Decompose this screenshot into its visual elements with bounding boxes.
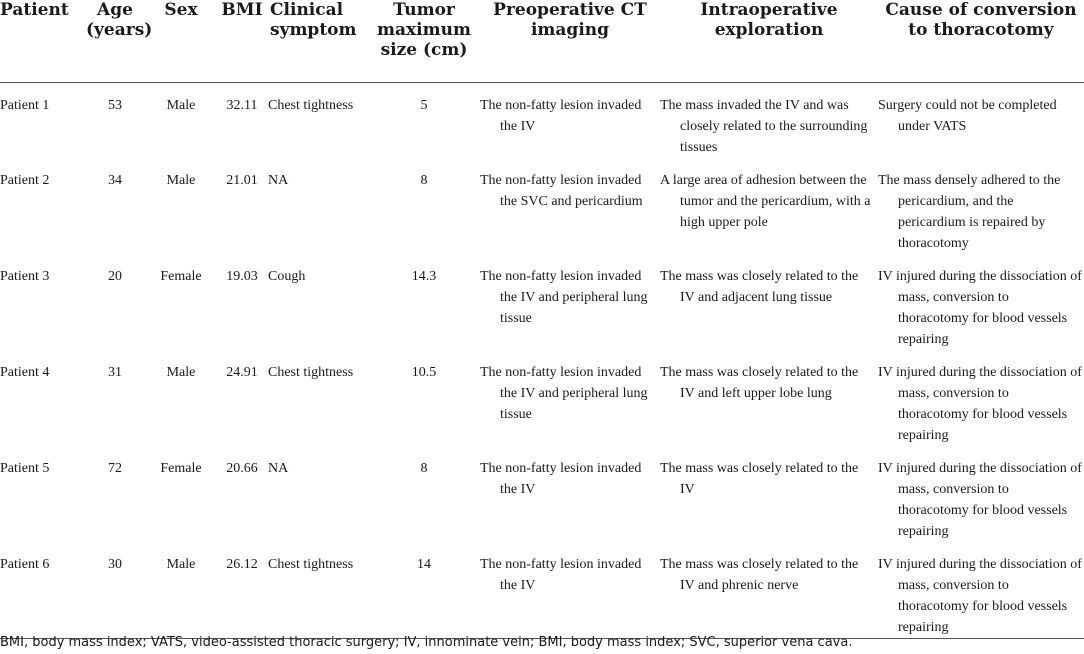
cell-clinical-symptom: Chest tightness: [268, 98, 354, 113]
table-row: [0, 542, 1084, 639]
header-cause-of-conversion: Cause of conversion to thoracotomy: [878, 0, 1084, 83]
table-row: [0, 446, 1084, 542]
table-footnote: BMI, body mass index; VATS, video-assisted thoracic surgery; IV, innominate vein; BMI, body mass index; SVC, superior vena cava.: [0, 635, 853, 650]
table-header: [0, 0, 1084, 83]
cell-age: 34: [108, 173, 122, 188]
cell-preoperative-ct: The non-fatty lesion invaded the IV and peripheral lung tissue: [480, 365, 648, 422]
header-bmi: BMI: [216, 0, 268, 83]
table-row: [0, 158, 1084, 254]
cell-clinical-symptom: NA: [268, 461, 289, 476]
header-age: Age (years): [84, 0, 146, 83]
header-row: [0, 0, 1084, 83]
cell-age: 31: [108, 365, 122, 380]
cell-sex: Female: [160, 461, 202, 476]
table-row: [0, 83, 1084, 159]
cell-bmi: 24.91: [226, 365, 258, 380]
header-sex: Sex: [146, 0, 216, 83]
cell-clinical-symptom: Chest tightness: [268, 542, 368, 639]
cell-cause-of-conversion: IV injured during the dissociation of mass, conversion to thoracotomy for blood vessels repairing: [878, 542, 1084, 639]
table-body: [0, 83, 1084, 639]
header-intraoperative-exploration: Intraoperative exploration: [660, 0, 878, 83]
cell-tumor-size: 8: [420, 461, 428, 476]
cell-patient: Patient 2: [0, 173, 50, 188]
cell-preoperative-ct: The non-fatty lesion invaded the IV: [480, 98, 642, 134]
header-preoperative-ct: Preoperative CT imaging: [480, 0, 660, 83]
cell-intraoperative-exploration: The mass was closely related to the IV and adjacent lung tissue: [660, 269, 859, 305]
cell-bmi: 20.66: [226, 461, 258, 476]
cell-cause-of-conversion: IV injured during the dissociation of mass, conversion to thoracotomy for blood vessels repairing: [878, 365, 1082, 443]
table-row: [0, 254, 1084, 350]
cell-preoperative-ct: The non-fatty lesion invaded the IV: [480, 542, 660, 639]
cell-intraoperative-exploration: The mass was closely related to the IV and left upper lobe lung: [660, 365, 859, 401]
table-row: [0, 350, 1084, 446]
cell-patient: Patient 5: [0, 461, 50, 476]
cell-clinical-symptom: Cough: [268, 269, 306, 284]
cell-cause-of-conversion: The mass densely adhered to the pericardium, and the pericardium is repaired by thoracotomy: [878, 173, 1061, 251]
cell-patient: Patient 1: [0, 98, 50, 113]
cell-intraoperative-exploration: The mass invaded the IV and was closely related to the surrounding tissues: [660, 98, 868, 155]
cell-tumor-size: 5: [420, 98, 428, 113]
cell-sex: Male: [166, 173, 196, 188]
cell-tumor-size: 14.3: [411, 269, 437, 284]
cell-sex: Male: [166, 98, 196, 113]
cell-age: 53: [108, 98, 122, 113]
header-tumor-size: Tumor maximum size (cm): [368, 0, 480, 83]
cell-patient: Patient 3: [0, 269, 50, 284]
cell-tumor-size: 8: [420, 173, 428, 188]
cell-tumor-size: 14: [368, 542, 480, 639]
cell-intraoperative-exploration: The mass was closely related to the IV: [660, 461, 859, 497]
cell-patient: Patient 6: [0, 542, 84, 639]
cell-intraoperative-exploration: A large area of adhesion between the tumor and the pericardium, with a high upper pole: [660, 173, 871, 230]
cell-age: 30: [84, 542, 146, 639]
cell-cause-of-conversion: IV injured during the dissociation of mass, conversion to thoracotomy for blood vessels repairing: [878, 269, 1082, 347]
cell-sex: Female: [160, 269, 202, 284]
cell-preoperative-ct: The non-fatty lesion invaded the IV: [480, 461, 642, 497]
cell-bmi: 26.12: [216, 542, 268, 639]
cell-cause-of-conversion: IV injured during the dissociation of mass, conversion to thoracotomy for blood vessels repairing: [878, 461, 1082, 539]
cell-sex: Male: [146, 542, 216, 639]
cell-intraoperative-exploration: The mass was closely related to the IV and phrenic nerve: [660, 542, 878, 639]
header-patient: Patient: [0, 0, 84, 83]
cell-cause-of-conversion: Surgery could not be completed under VATS: [878, 98, 1057, 134]
cell-clinical-symptom: Chest tightness: [268, 365, 354, 380]
cell-bmi: 32.11: [226, 98, 258, 113]
cell-preoperative-ct: The non-fatty lesion invaded the IV and peripheral lung tissue: [480, 269, 648, 326]
cell-age: 72: [108, 461, 122, 476]
cell-patient: Patient 4: [0, 365, 50, 380]
cell-age: 20: [108, 269, 122, 284]
cell-preoperative-ct: The non-fatty lesion invaded the SVC and pericardium: [480, 173, 643, 209]
cell-bmi: 19.03: [226, 269, 258, 284]
header-clinical-symptom: Clinical symptom: [268, 0, 368, 83]
cell-sex: Male: [166, 365, 196, 380]
cell-tumor-size: 10.5: [411, 365, 437, 380]
cell-clinical-symptom: NA: [268, 173, 289, 188]
cell-bmi: 21.01: [226, 173, 258, 188]
